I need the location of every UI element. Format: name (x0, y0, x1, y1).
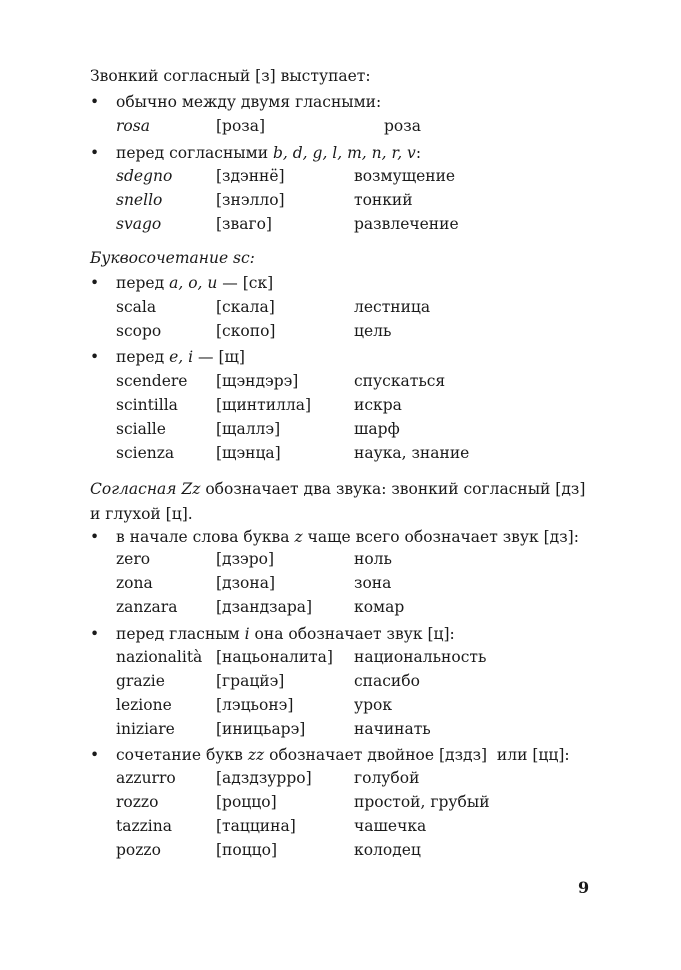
bullet-icon: • (90, 348, 100, 366)
bullet-sc-soft: • перед e, i — [щ] (90, 348, 245, 366)
bullet-icon: • (90, 144, 100, 162)
voiced-z-heading: Звонкий согласный [з] выступает: (90, 67, 371, 85)
page: Звонкий согласный [з] выступает: • обычно между двумя гласными: rosa [роза] роза • перед согласными b, d, g, l, m, n, r, v: sdegno [здэннё] возмущение snello [знэлло] тонкий svago [зваго] развлечение Буквосочетание sc: • перед a, o, u — [ск] scala [скала] лестница scopo [скопо] цель • перед e, i — [щ] scendere [щэндэрэ] спускаться scintilla [щинтилла] искра scialle [щаллэ] шарф scienza [щэнца] наука, знание Согласная Zz обозначает два звука: звонкий согласный [дз] и глухой [ц]. • в начале слова буква z чаще всего обозначает звук [дз]: zero [дзэро] ноль zona [дзона] зона zanzara [дзандзара] комар • перед гласным i она обозначает звук [ц]: nazionalità [нацьоналита] национальность grazie [грацйэ] спасибо lezione [лэцьонэ] урок iniziare [иницьарэ] начинать • сочетание букв zz обозначает двойное [дздз] или [цц]: azzurro [адздзурро] голубой rozzo [роццо] простой, грубый tazzina [таццина] чашечка pozzo [поццо] колодец 9 (0, 0, 681, 970)
bullet-before-consonants: • перед согласными b, d, g, l, m, n, r, v: (90, 144, 422, 162)
zz-paragraph-line2: и глухой [ц]. (90, 505, 193, 523)
sc-heading: Буквосочетание sc: (90, 249, 255, 267)
bullet-icon: • (90, 746, 100, 764)
page-number: 9 (578, 878, 590, 897)
bullet-icon: • (90, 528, 100, 546)
zz-paragraph-line1: Согласная Zz обозначает два звука: звонкий согласный [дз] (90, 480, 586, 498)
bullet-icon: • (90, 274, 100, 292)
bullet-between-vowels: • обычно между двумя гласными: (90, 93, 382, 111)
bullet-z-initial: • в начале слова буква z чаще всего обозначает звук [дз]: (90, 528, 579, 546)
bullet-icon: • (90, 625, 100, 643)
bullet-z-before-i: • перед гласным i она обозначает звук [ц]: (90, 625, 455, 643)
bullet-double-zz: • сочетание букв zz обозначает двойное [дздз] или [цц]: (90, 746, 570, 764)
bullet-sc-hard: • перед a, o, u — [ск] (90, 274, 274, 292)
bullet-icon: • (90, 93, 100, 111)
